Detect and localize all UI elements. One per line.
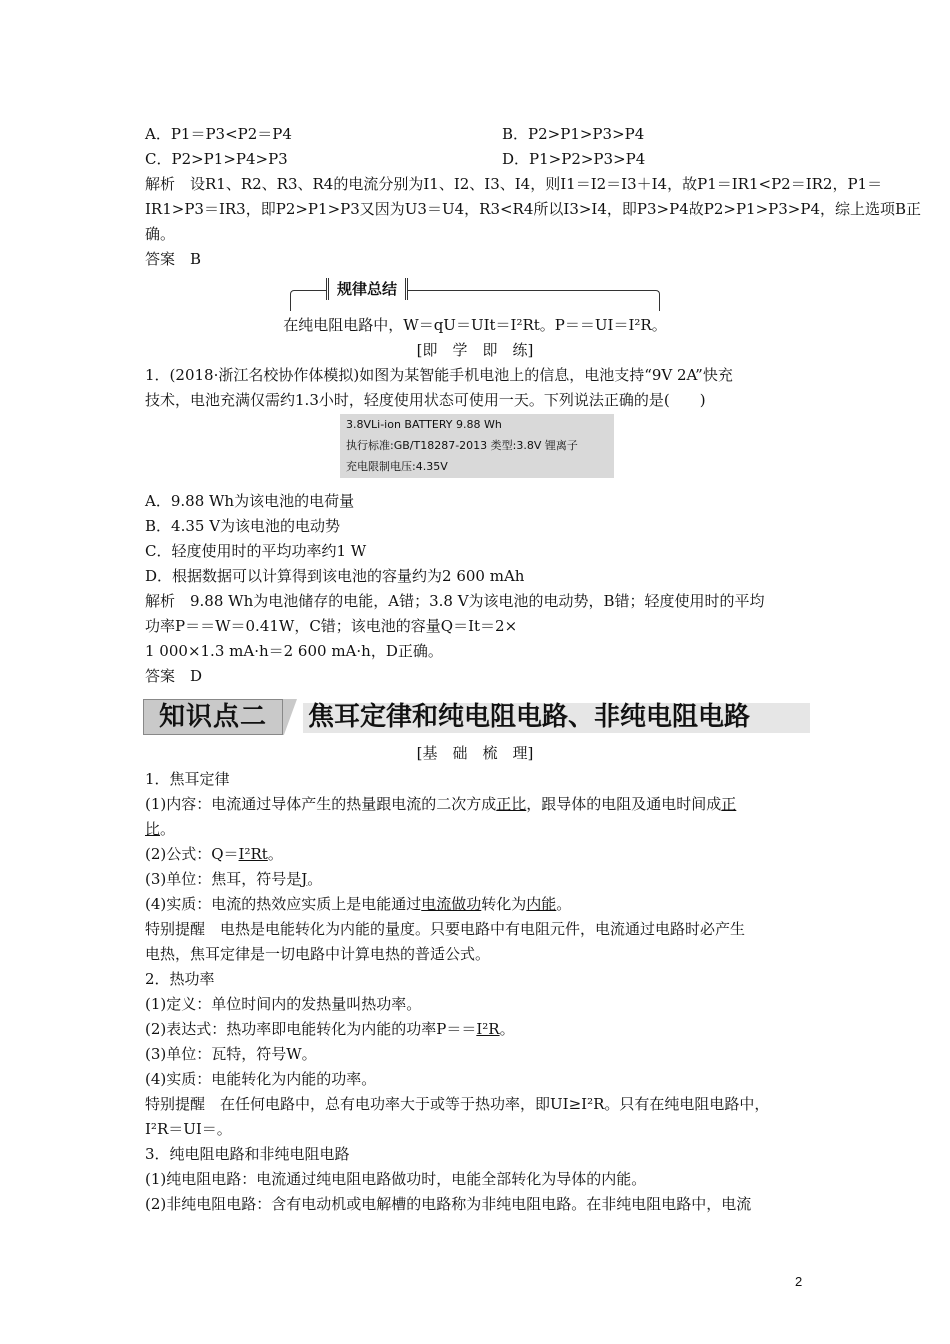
subsection-title: 1．焦耳定律	[145, 770, 230, 788]
basics-heading: [基 础 梳 理]	[416, 744, 534, 762]
solution-line: IR1>P3＝IR3，即P2>P1>P3又因为U3＝U4，R3<R4所以I3>I4，即P3>P4故P2>P1>P3>P4，综上选项B正	[145, 200, 922, 218]
page-number: 2	[795, 1274, 803, 1289]
section-tag: 知识点二	[143, 699, 283, 735]
solution-line: 解析 设R1、R2、R3、R4的电流分别为I1、I2、I3、I4，则I1＝I2＝I3＋I4，故P1＝IR1<P2＝IR2，P1＝	[145, 175, 883, 193]
special-tip: 特别提醒 在任何电路中，总有电功率大于或等于热功率，即UI≥I²R。只有在纯电阻电路中，	[145, 1095, 770, 1113]
rule-summary-text: 在纯电阻电路中，W＝qU＝UIt＝I²Rt。P＝＝UI＝I²R。	[283, 316, 667, 334]
option-c: C．轻度使用时的平均功率约1 W	[145, 542, 367, 560]
joule-content: (1)内容：电流通过导体产生的热量跟电流的二次方成正比，跟导体的电阻及通电时间成正	[145, 795, 737, 813]
question-text: 1．(2018·浙江名校协作体模拟)如图为某智能手机电池上的信息，电池支持“9V 2A”快充	[145, 366, 733, 384]
rule-summary-box	[290, 278, 660, 310]
special-tip: I²R＝UI＝。	[145, 1120, 232, 1138]
section-heading-bar	[143, 699, 810, 735]
option-a: A．9.88 Wh为该电池的电荷量	[145, 492, 355, 510]
pure-circuit: (1)纯电阻电路：电流通过纯电阻电路做功时，电能全部转化为导体的内能。	[145, 1170, 647, 1188]
special-tip: 特别提醒 电热是电能转化为内能的量度。只要电路中有电阻元件，电流通过电路时必产生	[145, 920, 746, 938]
heat-power-def: (1)定义：单位时间内的发热量叫热功率。	[145, 995, 422, 1013]
battery-line: 充电限制电压:4.35V	[346, 460, 448, 473]
joule-formula: (2)公式：Q＝I²Rt。	[145, 845, 283, 863]
solution-line: 确。	[145, 225, 176, 243]
battery-line: 执行标准:GB/T18287-2013 类型:3.8V 锂离子	[346, 439, 578, 452]
subsection-title: 3．纯电阻电路和非纯电阻电路	[145, 1145, 350, 1163]
nonpure-circuit: (2)非纯电阻电路：含有电动机或电解槽的电路称为非纯电阻电路。在非纯电阻电路中，电流	[145, 1195, 752, 1213]
subsection-title: 2．热功率	[145, 970, 215, 988]
option-a: A．P1＝P3<P2＝P4	[145, 125, 292, 143]
solution-line: 功率P＝＝W＝0.41W，C错；该电池的容量Q＝It＝2×	[145, 617, 518, 635]
joule-content-cont: 比。	[145, 820, 176, 838]
answer-label: 答案 B	[145, 250, 202, 268]
section-heading: 焦耳定律和纯电阻电路、非纯电阻电路	[308, 702, 751, 732]
heat-power-expr: (2)表达式：热功率即电能转化为内能的功率P＝＝I²R。	[145, 1020, 515, 1038]
heat-power-essence: (4)实质：电能转化为内能的功率。	[145, 1070, 377, 1088]
rule-summary-title: 规律总结	[326, 278, 408, 300]
question-text: 技术，电池充满仅需约1.3小时，轻度使用状态可使用一天。下列说法正确的是( )	[145, 391, 706, 409]
solution-line: 解析 9.88 Wh为电池储存的电能，A错；3.8 V为该电池的电动势，B错；轻度使用时的平均	[145, 592, 765, 610]
battery-label-image	[340, 414, 614, 478]
option-d: D．P1>P2>P3>P4	[502, 150, 646, 168]
option-b: B．P2>P1>P3>P4	[502, 125, 645, 143]
practice-heading: [即 学 即 练]	[416, 341, 534, 359]
option-b: B．4.35 V为该电池的电动势	[145, 517, 341, 535]
special-tip: 电热，焦耳定律是一切电路中计算电热的普适公式。	[145, 945, 491, 963]
heat-power-unit: (3)单位：瓦特，符号W。	[145, 1045, 317, 1063]
option-c: C．P2>P1>P4>P3	[145, 150, 288, 168]
joule-essence: (4)实质：电流的热效应实质上是电能通过电流做功转化为内能。	[145, 895, 572, 913]
solution-line: 1 000×1.3 mA·h＝2 600 mA·h，D正确。	[145, 642, 443, 660]
joule-unit: (3)单位：焦耳，符号是J。	[145, 870, 323, 888]
answer-label: 答案 D	[145, 667, 203, 685]
option-d: D．根据数据可以计算得到该电池的容量约为2 600 mAh	[145, 567, 525, 585]
battery-line: 3.8VLi-ion BATTERY 9.88 Wh	[346, 418, 502, 431]
